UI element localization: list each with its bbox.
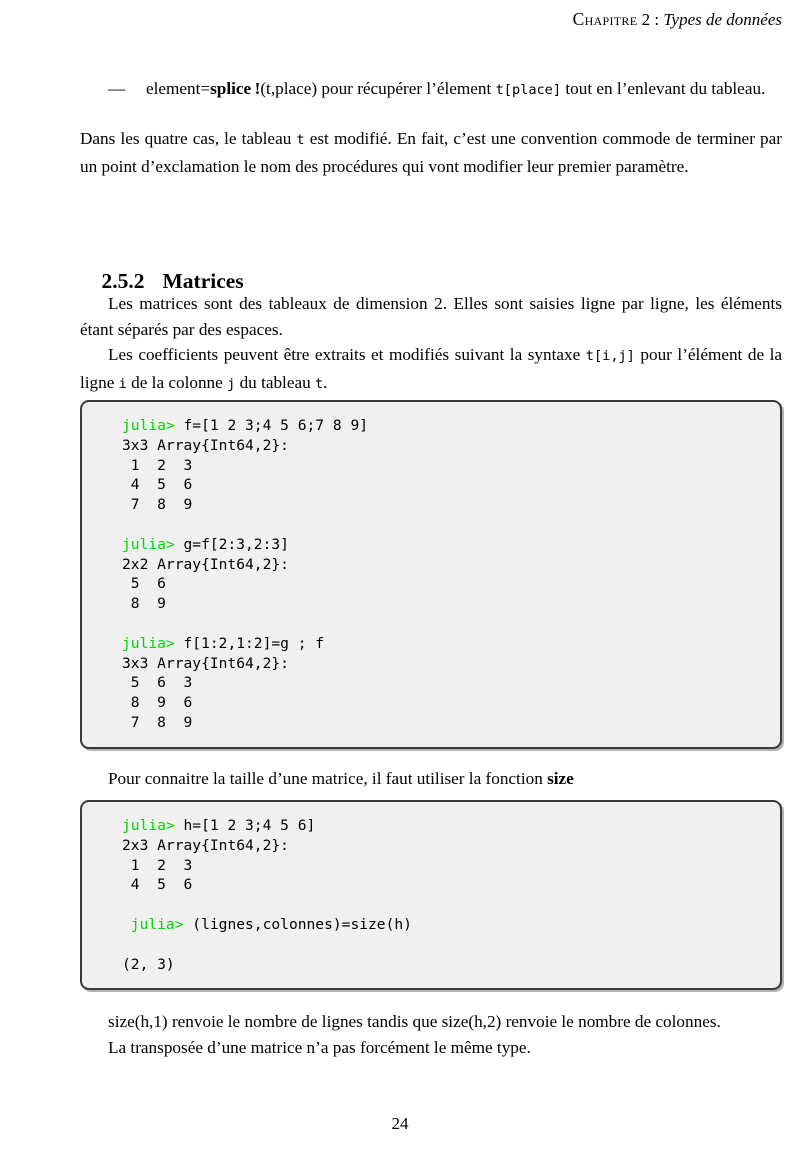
julia-prompt: julia> [122, 535, 184, 553]
bullet-text-tail: tout en l’enlevant du tableau. [561, 79, 766, 98]
inline-code-i: i [118, 375, 127, 392]
size-bold-term: size [547, 769, 574, 788]
bullet-text-after: (t,place) pour récupérer l’élement [260, 79, 496, 98]
julia-prompt: julia> [122, 417, 184, 434]
size-outro-paragraph: size(h,1) renvoie le nombre de lignes tandis que size(h,2) renvoie le nombre de colonnes. [108, 1012, 721, 1031]
header-separator: : [650, 10, 664, 29]
section-title: Matrices [162, 269, 244, 293]
page-number: 24 [391, 1114, 409, 1133]
header-chapter-number: 2 [641, 10, 651, 29]
matrices2-part5: . [323, 372, 328, 392]
closing-paragraph-block [80, 1009, 782, 1060]
bullet-bold-term: splice ! [210, 79, 261, 98]
matrices2-part3: de la colonne [126, 372, 228, 392]
transpose-paragraph: La transposée d’une matrice n’a pas forcément le même type. [108, 1037, 531, 1057]
list-item [108, 76, 782, 104]
inline-code-t-2: t [314, 375, 324, 392]
intro-paragraph [80, 126, 782, 179]
em-dash-marker: — [108, 79, 126, 98]
intro-part2: est modifié. En fait, c’est une convention commode de terminer par un point d’exclamation le nom des procédures qui vont modifier leur premier paramètre. [80, 129, 782, 176]
inline-code-j: j [227, 375, 236, 392]
matrices-paragraph-1: Les matrices sont des tableaux de dimension 2. Elles sont saisies ligne par ligne, les éléments étant séparés par des espaces. [80, 294, 782, 339]
inline-code-t-place: t[place] [495, 82, 562, 98]
matrices-paragraph-2 [80, 342, 782, 397]
matrices2-part2: pour l’élément de la ligne [80, 345, 782, 392]
inline-code-t-i-j: t[i,j] [585, 348, 635, 364]
code-block-2-content: julia> h=[1 2 3;4 5 6] 2x3 Array{Int64,2}: 1 2 3 4 5 6 julia> (lignes,colonnes)=size(h) (2, 3) [122, 817, 412, 973]
section-number: 2.5.2 [101, 269, 145, 293]
matrices2-part1: Les coefficients peuvent être extraits et modifiés suivant la syntaxe [108, 345, 586, 364]
code-block-1 [80, 400, 782, 749]
matrices2-part4: du tableau [235, 372, 315, 392]
size-intro-paragraph [80, 766, 782, 792]
code-block-2 [80, 800, 782, 990]
julia-prompt: julia> [122, 915, 193, 933]
running-header [80, 8, 782, 31]
size-intro-part1: Pour connaitre la taille d’une matrice, il faut utiliser la fonction [108, 769, 548, 788]
intro-part1: Dans les quatre cas, le tableau [80, 129, 297, 148]
julia-prompt: julia> [122, 817, 184, 834]
header-chapter-title: Types de données [663, 10, 782, 29]
inline-code-t: t [296, 132, 305, 148]
size-intro-block [80, 766, 782, 792]
header-chapter-label: Chapitre [572, 9, 638, 29]
bullet-list [108, 76, 782, 104]
julia-prompt: julia> [122, 634, 184, 652]
code-block-1-content: julia> f=[1 2 3;4 5 6;7 8 9] 3x3 Array{Int64,2}: 1 2 3 4 5 6 7 8 9 julia> g=f[2:3,2:3] 2x2 Array{Int64,2}: 5 6 8 9 julia> f[1:2,1:2]=g ; f 3x3 Array{Int64,2}: 5 6 3 8 9 6 7 8 9 [122, 417, 369, 731]
bullet-text-before: element= [146, 79, 211, 98]
intro-paragraph-block [80, 126, 782, 179]
matrices-paragraph-block [80, 291, 782, 397]
